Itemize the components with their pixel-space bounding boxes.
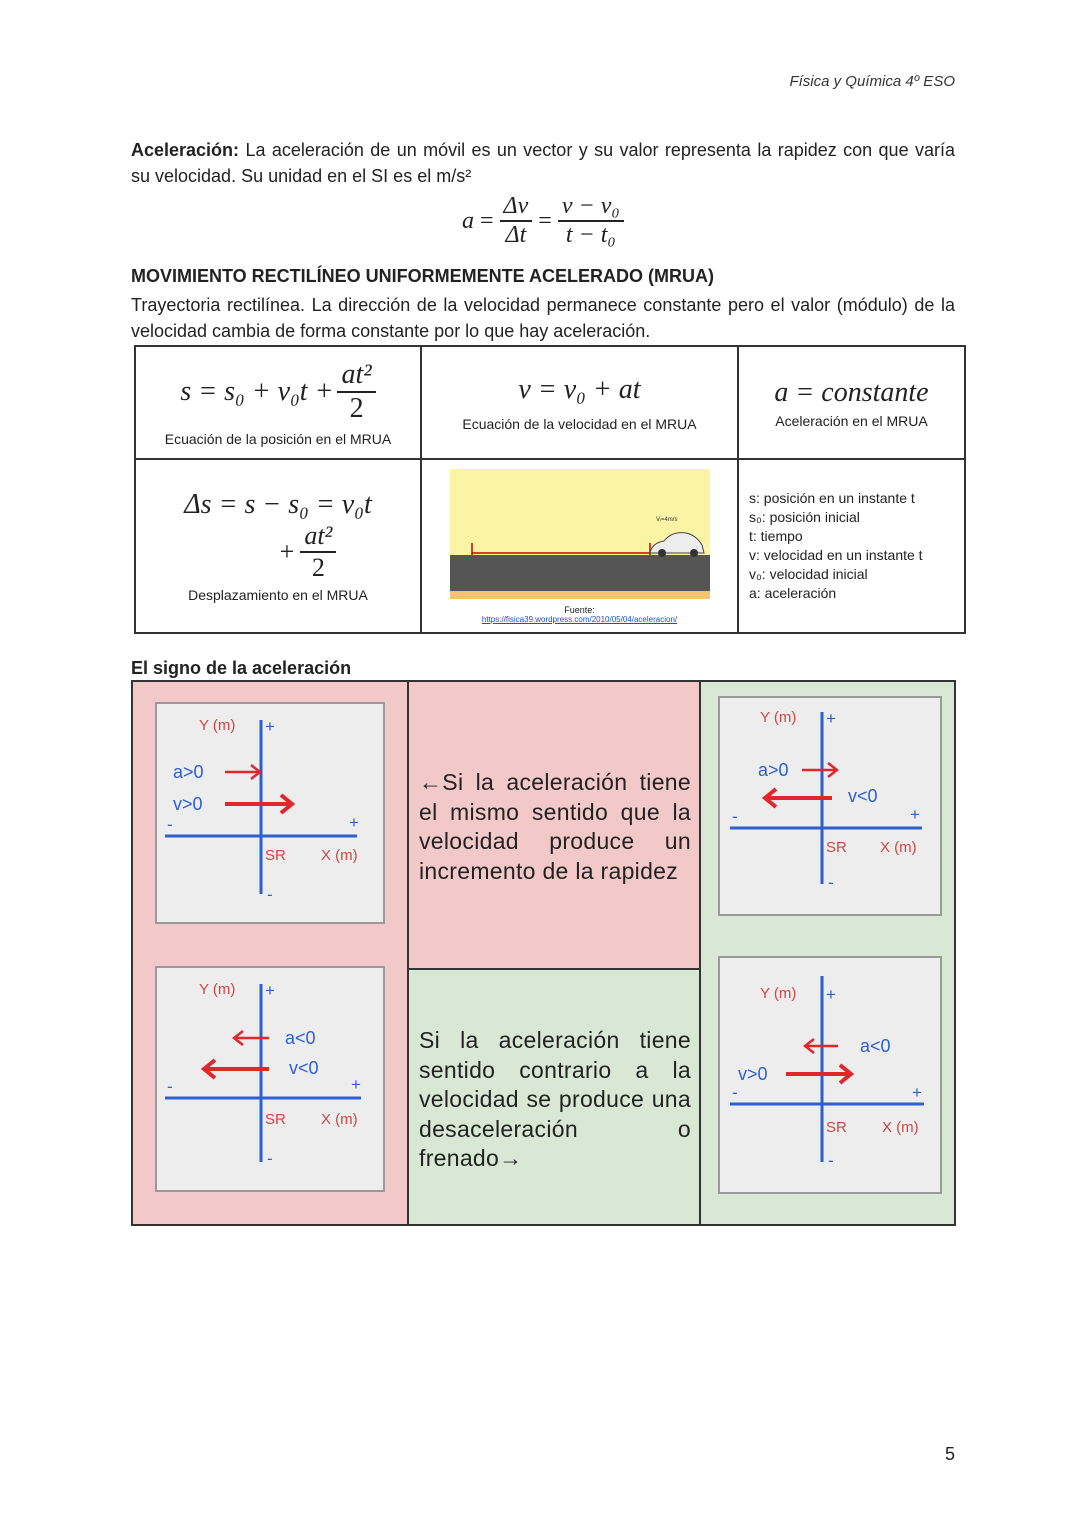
eq-position-left: s = s₀ + v₀t + bbox=[180, 375, 334, 407]
y-axis-label: Y (m) bbox=[760, 709, 797, 726]
y-minus: - bbox=[267, 1149, 273, 1168]
x-plus: + bbox=[349, 813, 359, 832]
sr-label: SR bbox=[265, 1111, 286, 1128]
legend-item: s₀: posición inicial bbox=[749, 509, 860, 525]
velocity-label: v>0 bbox=[738, 1064, 768, 1084]
y-minus: - bbox=[828, 1151, 834, 1170]
x-minus: - bbox=[732, 1083, 738, 1102]
accel-arrow bbox=[802, 763, 837, 777]
x-plus: + bbox=[351, 1075, 361, 1094]
formula-num2: v − v₀ bbox=[558, 193, 624, 222]
mrua-title: MOVIMIENTO RECTILÍNEO UNIFORMEMENTE ACELERADO (MRUA) bbox=[131, 266, 714, 286]
x-plus: + bbox=[910, 805, 920, 824]
eq-accel-caption: Aceleración en el MRUA bbox=[775, 412, 928, 429]
text-bottom: Si la aceleración tiene sentido contrario a la velocidad se produce una desaceleración o frenado→ bbox=[419, 1027, 691, 1171]
velocity-arrow bbox=[225, 795, 292, 813]
eq-position-cell bbox=[135, 346, 421, 459]
legend-item: v: velocidad en un instante t bbox=[749, 547, 923, 563]
velocity-label: v<0 bbox=[289, 1058, 319, 1078]
eq-accel-cell bbox=[738, 346, 965, 459]
eq-velocity-cell bbox=[421, 346, 738, 459]
y-plus: + bbox=[826, 985, 836, 1004]
mrua-table bbox=[134, 345, 966, 634]
velocity-arrow bbox=[786, 1065, 851, 1083]
acceleration-paragraph bbox=[131, 137, 955, 189]
eq-displacement-den: 2 bbox=[311, 553, 325, 582]
formula-num1: Δv bbox=[500, 193, 533, 222]
diagram-accel-neg-vel-pos bbox=[718, 956, 942, 1194]
y-plus: + bbox=[826, 709, 836, 728]
acceleration-text: La aceleración de un móvil es un vector y su valor representa la rapidez con que varía su velocidad. Su unidad en el SI es el m/s² bbox=[131, 140, 955, 186]
eq-displacement-line1: Δs = s − s₀ = v₀t bbox=[184, 489, 372, 520]
x-axis-label: X (m) bbox=[321, 847, 358, 864]
eq-displacement-cell bbox=[135, 459, 421, 633]
eq-position-den: 2 bbox=[349, 392, 364, 424]
accel-label: a<0 bbox=[285, 1028, 316, 1048]
formula-den1: Δt bbox=[505, 222, 527, 248]
image-source-link[interactable]: https://fisica39.wordpress.com/2010/05/04/aceleracion/ bbox=[481, 614, 678, 624]
car-speed-label: Vᵢ=4m/s bbox=[655, 516, 677, 523]
image-source-label: Fuente: bbox=[564, 604, 595, 615]
legend-cell bbox=[738, 459, 965, 633]
eq-position-num: at² bbox=[337, 359, 375, 393]
eq-displacement-num: at² bbox=[300, 521, 336, 553]
mrua-image-cell bbox=[421, 459, 738, 633]
legend-item: t: tiempo bbox=[749, 528, 803, 544]
sign-grid bbox=[131, 680, 956, 1226]
accel-label: a>0 bbox=[173, 762, 204, 782]
acceleration-term: Aceleración: bbox=[131, 140, 240, 160]
x-plus: + bbox=[912, 1083, 922, 1102]
x-minus: - bbox=[732, 807, 738, 826]
velocity-label: v>0 bbox=[173, 794, 203, 814]
y-plus: + bbox=[265, 981, 275, 1000]
text-top: ←Si la aceleración tiene el mismo sentido que la velocidad produce un incremento de la rapidez bbox=[419, 769, 691, 884]
x-minus: - bbox=[167, 815, 173, 834]
accel-arrow bbox=[234, 1031, 269, 1045]
eq-position-caption: Ecuación de la posición en el MRUA bbox=[164, 430, 392, 447]
formula-den2: t − t₀ bbox=[565, 222, 616, 248]
accel-label: a<0 bbox=[860, 1036, 891, 1056]
car-road-illustration bbox=[450, 469, 710, 603]
x-axis-label: X (m) bbox=[882, 1119, 919, 1136]
text-top-cell bbox=[409, 682, 701, 970]
eq-displacement-caption: Desplazamiento en el MRUA bbox=[188, 587, 368, 603]
eq-velocity: v = v₀ + at bbox=[518, 373, 641, 405]
sr-label: SR bbox=[826, 1119, 847, 1136]
diagram-accel-neg-vel-neg bbox=[155, 966, 385, 1192]
eq-accel: a = constante bbox=[774, 376, 929, 408]
legend-item: a: aceleración bbox=[749, 585, 837, 601]
accel-arrow bbox=[225, 765, 260, 779]
y-axis-label: Y (m) bbox=[760, 985, 797, 1002]
page-header: Física y Química 4º ESO bbox=[789, 73, 955, 90]
x-axis-label: X (m) bbox=[321, 1111, 358, 1128]
sign-title: El signo de la aceleración bbox=[131, 658, 352, 678]
y-minus: - bbox=[267, 885, 273, 904]
x-axis-label: X (m) bbox=[880, 839, 917, 856]
mrua-intro: Trayectoria rectilínea. La dirección de la velocidad permanece constante pero el valor (módulo) de la velocidad cambia de forma constante por lo que hay aceleración. bbox=[131, 295, 955, 341]
legend-item: v₀: velocidad inicial bbox=[749, 566, 868, 582]
y-axis-label: Y (m) bbox=[199, 981, 236, 998]
legend-item: s: posición en un instante t bbox=[749, 490, 915, 506]
eq-displacement-plus: + bbox=[279, 537, 295, 566]
sr-label: SR bbox=[826, 839, 847, 856]
x-minus: - bbox=[167, 1077, 173, 1096]
text-bottom-cell bbox=[409, 970, 701, 1224]
formula-lhs: a bbox=[462, 207, 474, 234]
y-axis-label: Y (m) bbox=[199, 717, 236, 734]
sr-label: SR bbox=[265, 847, 286, 864]
diagram-accel-pos-vel-neg bbox=[718, 696, 942, 916]
velocity-arrow bbox=[204, 1060, 269, 1078]
y-plus: + bbox=[265, 717, 275, 736]
page-number: 5 bbox=[944, 1444, 955, 1464]
diagram-accel-pos-vel-pos bbox=[155, 702, 385, 924]
eq-velocity-caption: Ecuación de la velocidad en el MRUA bbox=[462, 415, 697, 432]
velocity-label: v<0 bbox=[848, 786, 878, 806]
accel-label: a>0 bbox=[758, 760, 789, 780]
acceleration-formula: a = $\frac{\Delta v}{\Delta t}$ = $\frac{\text{v − v₀}}{\text{t − t₀}}$ bbox=[462, 193, 624, 249]
y-minus: - bbox=[828, 873, 834, 892]
